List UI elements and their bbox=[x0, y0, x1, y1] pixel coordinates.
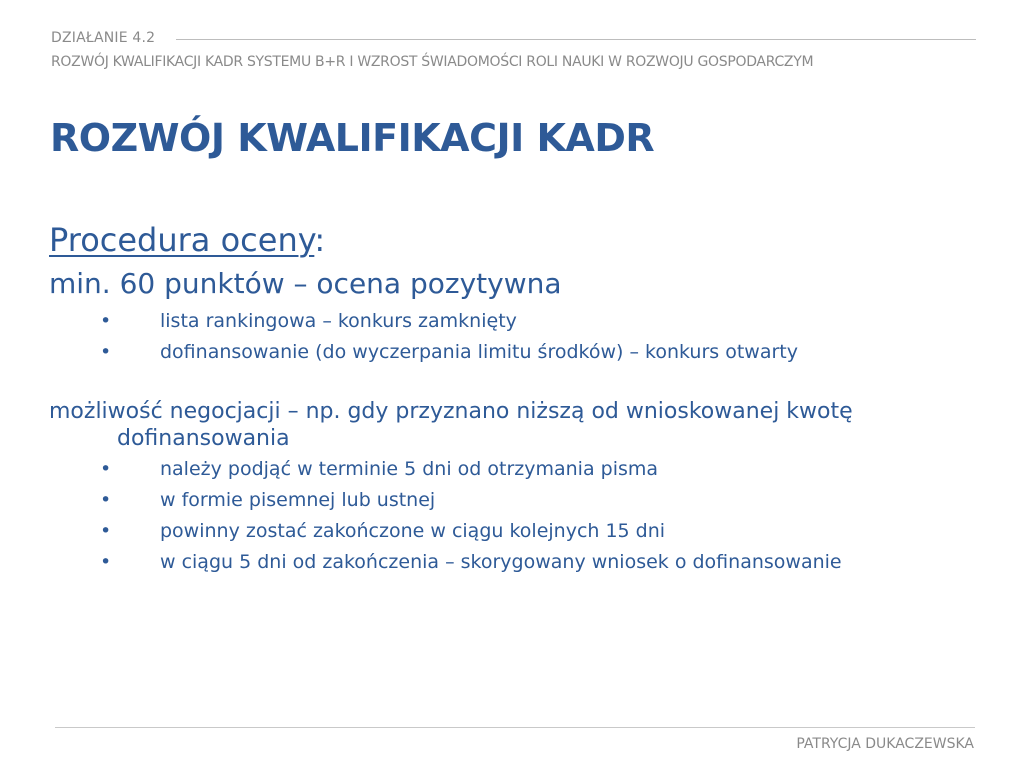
list-item-text: dofinansowanie (do wyczerpania limitu środków) – konkurs otwarty bbox=[160, 341, 798, 363]
list-item-text: lista rankingowa – konkurs zamknięty bbox=[160, 310, 517, 332]
negotiation-paragraph bbox=[49, 398, 989, 452]
bullet-icon: • bbox=[100, 341, 112, 363]
negotiation-line-2: dofinansowania bbox=[117, 426, 290, 451]
procedure-bullet-list bbox=[49, 306, 989, 368]
bullet-icon: • bbox=[100, 458, 112, 480]
procedure-heading-text: Procedura oceny bbox=[49, 221, 315, 259]
list-item bbox=[49, 547, 989, 578]
procedure-heading bbox=[49, 218, 989, 262]
procedure-heading-colon: : bbox=[314, 221, 326, 259]
threshold-text: min. 60 punktów – ocena pozytywna bbox=[49, 267, 562, 300]
list-item bbox=[49, 454, 989, 485]
list-item-text: w ciągu 5 dni od zakończenia – skorygowany wniosek o dofinansowanie bbox=[160, 551, 842, 573]
slide-title: ROZWÓJ KWALIFIKACJI KADR bbox=[50, 116, 655, 160]
footer-divider bbox=[55, 727, 975, 728]
top-divider bbox=[176, 39, 976, 40]
header-subtitle: ROZWÓJ KWALIFIKACJI KADR SYSTEMU B+R I WZROST ŚWIADOMOŚCI ROLI NAUKI W ROZWOJU GOSPODARCZYM bbox=[51, 54, 814, 70]
slide-content bbox=[49, 218, 989, 578]
bullet-icon: • bbox=[100, 489, 112, 511]
bullet-icon: • bbox=[100, 520, 112, 542]
bullet-icon: • bbox=[100, 551, 112, 573]
bullet-icon: • bbox=[100, 310, 112, 332]
footer-author: PATRYCJA DUKACZEWSKA bbox=[796, 736, 974, 752]
list-item bbox=[49, 337, 989, 368]
list-item bbox=[49, 485, 989, 516]
list-item bbox=[49, 516, 989, 547]
list-item-text: w formie pisemnej lub ustnej bbox=[160, 489, 436, 511]
list-item-text: należy podjąć w terminie 5 dni od otrzymania pisma bbox=[160, 458, 659, 480]
list-item-text: powinny zostać zakończone w ciągu kolejnych 15 dni bbox=[160, 520, 666, 542]
negotiation-bullet-list bbox=[49, 454, 989, 578]
negotiation-line-1: możliwość negocjacji – np. gdy przyznano niższą od wnioskowanej kwotę bbox=[49, 399, 853, 424]
list-item bbox=[49, 306, 989, 337]
action-label: DZIAŁANIE 4.2 bbox=[51, 30, 156, 46]
